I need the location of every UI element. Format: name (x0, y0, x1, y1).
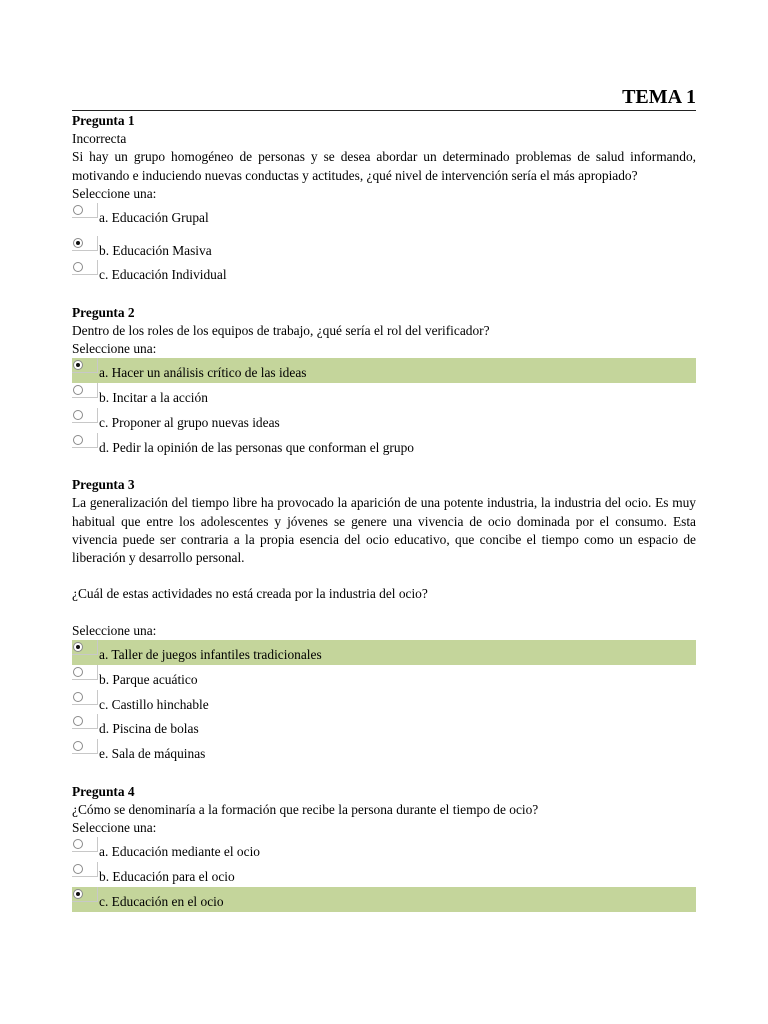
question-title: Pregunta 3 (72, 477, 135, 493)
question-2 (72, 304, 696, 458)
option-a-selected[interactable] (72, 358, 696, 383)
option-label: c. Proponer al grupo nuevas ideas (99, 415, 280, 430)
radio-button-selected-icon[interactable] (73, 889, 83, 899)
question-1 (72, 112, 696, 285)
document-title: TEMA 1 (622, 86, 696, 108)
option-label: b. Educación para el ocio (99, 868, 235, 884)
option-d[interactable] (72, 714, 696, 739)
select-prompt: Seleccione una: (72, 622, 157, 638)
option-b[interactable] (72, 665, 696, 690)
select-prompt: Seleccione una: (72, 185, 157, 201)
option-a-selected[interactable] (72, 640, 696, 665)
question-prompt: ¿Cuál de estas actividades no está creada por la industria del ocio? (72, 586, 428, 602)
option-label: d. Pedir la opinión de las personas que conforman el grupo (99, 439, 414, 455)
question-title: Pregunta 1 (72, 113, 135, 128)
question-title: Pregunta 4 (72, 783, 135, 799)
option-c-selected[interactable] (72, 887, 696, 912)
question-text: La generalización del tiempo libre ha provocado la aparición de una potente industria, la industria del ocio. Es muy habitual que entre los adolescentes y jóvenes se genere una vivencia de ocio dominada por el consumo. Esta vivencia puede ser contraria a la propia esencia del ocio educativo, que concibe el tiempo como un espacio de liberación y desarrollo personal. (72, 495, 696, 565)
question-title: Pregunta 2 (72, 304, 135, 320)
option-label: a. Hacer un análisis crítico de las ideas (99, 365, 307, 381)
option-label: b. Parque acuático (99, 671, 198, 687)
radio-button-icon[interactable] (73, 410, 83, 420)
option-label: c. Educación en el ocio (99, 893, 224, 909)
radio-button-icon[interactable] (73, 435, 83, 445)
radio-button-icon[interactable] (73, 667, 83, 677)
question-status: Incorrecta (72, 131, 127, 147)
option-a[interactable] (72, 837, 696, 862)
option-d[interactable] (72, 433, 696, 458)
radio-button-icon[interactable] (73, 864, 83, 874)
option-c[interactable] (72, 408, 696, 433)
option-b[interactable] (72, 383, 696, 408)
question-text: Si hay un grupo homogéneo de personas y se desea abordar un determinado problemas de salud informando, motivando e induciendo nuevas conductas y actitudes, ¿qué nivel de intervención sería el más apropiado? (72, 149, 696, 183)
option-label: c. Educación Individual (99, 267, 227, 283)
question-text: ¿Cómo se denominaría a la formación que recibe la persona durante el tiempo de ocio? (72, 801, 539, 817)
question-3 (72, 476, 696, 764)
option-label: a. Educación mediante el ocio (99, 844, 260, 860)
title-underline (72, 110, 696, 111)
option-c[interactable] (72, 260, 696, 285)
option-label: b. Educación Masiva (99, 242, 212, 258)
option-label: d. Piscina de bolas (99, 721, 199, 737)
option-label: a. Taller de juegos infantiles tradicionales (99, 646, 322, 662)
option-a[interactable] (72, 203, 696, 228)
option-b[interactable] (72, 862, 696, 887)
radio-button-icon[interactable] (73, 205, 83, 215)
option-e[interactable] (72, 739, 696, 764)
option-b[interactable] (72, 228, 696, 261)
option-label: e. Sala de máquinas (99, 746, 206, 762)
radio-button-selected-icon[interactable] (73, 642, 83, 652)
select-prompt: Seleccione una: (72, 341, 157, 357)
option-c[interactable] (72, 690, 696, 715)
option-label: c. Castillo hinchable (99, 696, 209, 712)
question-text: Dentro de los roles de los equipos de trabajo, ¿qué sería el rol del verificador? (72, 323, 490, 338)
question-4 (72, 783, 696, 912)
quiz-content (72, 112, 696, 912)
option-label: b. Incitar a la acción (99, 390, 208, 406)
select-prompt: Seleccione una: (72, 819, 157, 835)
option-label: a. Educación Grupal (99, 210, 209, 226)
radio-button-icon[interactable] (73, 692, 83, 702)
radio-button-selected-icon[interactable] (73, 238, 83, 248)
